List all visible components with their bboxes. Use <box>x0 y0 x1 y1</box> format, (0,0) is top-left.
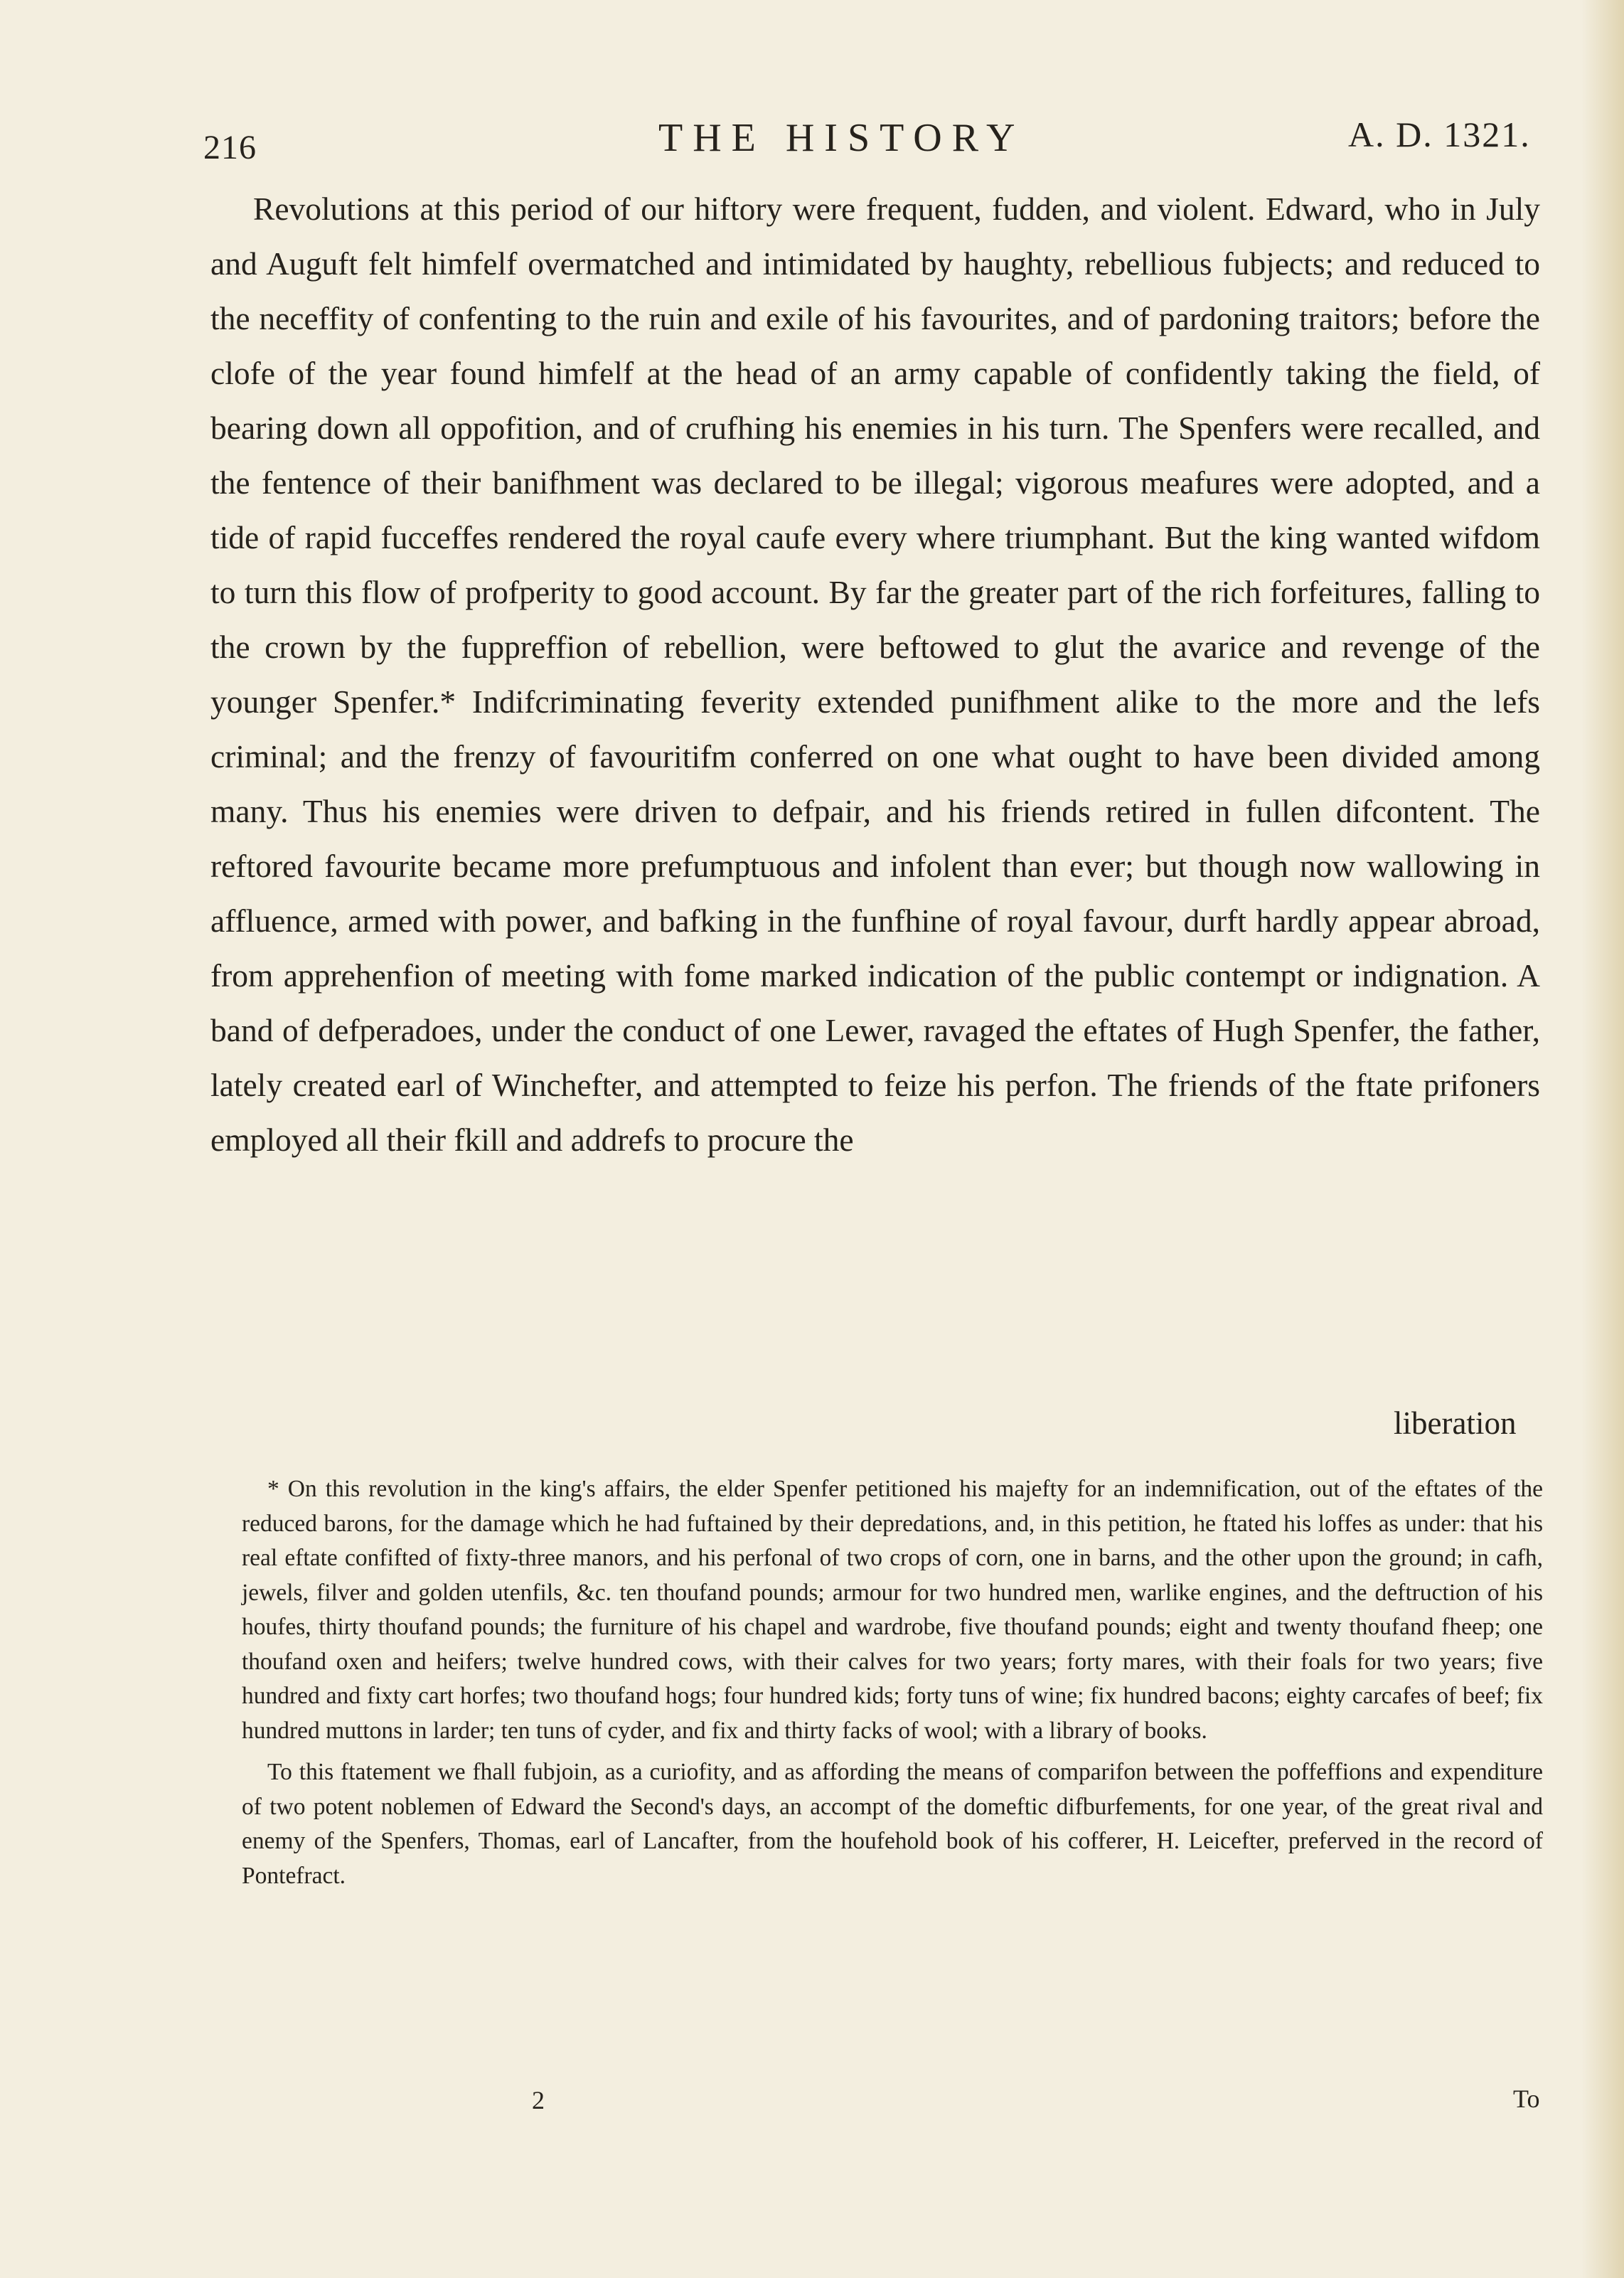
main-text <box>210 181 1540 1167</box>
page-header <box>0 107 1624 171</box>
footnotes <box>242 1472 1543 1893</box>
page-number: 216 <box>203 129 257 166</box>
footnote-1: * On this revolution in the king's affairs, the elder Spenfer petitioned his majefty for an indemnification, out of the eftates of the reduced barons, for the damage which he had fuftained by their depredations, and, in this petition, he ftated his loffes as under: that his real eftate confifted of fixty-three manors, and his perfonal of two crops of corn, one in barns, and the other upon the ground; in cafh, jewels, filver and golden utenfils, &c. ten thoufand pounds; armour for two hundred men, warlike engines, and the deftruction of his houfes, thirty thoufand pounds; the furniture of his chapel and wardrobe, five thoufand pounds; eight and twenty thoufand fheep; one thoufand oxen and heifers; twelve hundred cows, with their calves for two years; forty mares, with their foals for two years; five hundred and fixty cart horfes; two thoufand hogs; four hundred kids; forty tuns of wine; fix hundred bacons; eighty carcafes of beef; fix hundred muttons in larder; ten tuns of cyder, and fix and thirty facks of wool; with a library of books. <box>242 1476 1543 1744</box>
running-title: THE HISTORY <box>658 116 1025 160</box>
body-paragraph: Revolutions at this period of our hiftory were frequent, fudden, and violent. Edward, who in July and Auguft felt himfelf overmatched and intimidated by haughty, rebellious fubjects; and reduced to the neceffity of confenting to the ruin and exile of his favourites, and of pardoning traitors; before the clofe of the year found himfelf at the head of an army capable of confidently taking the field, of bearing down all oppofition, and of crufhing his enemies in his turn. The Spenfers were recalled, and the fentence of their banifhment was declared to be illegal; vigorous meafures were adopted, and a tide of rapid fucceffes rendered the royal caufe every where triumphant. But the king wanted wifdom to turn this flow of profperity to good account. By far the greater part of the rich forfeitures, falling to the crown by the fuppreffion of rebellion, were beftowed to glut the avarice and revenge of the younger Spenfer.* Indifcriminating feverity extended punifhment alike to the more and the lefs criminal; and the frenzy of favouritifm conferred on one what ought to have been divided among many. Thus his enemies were driven to defpair, and his friends retired in fullen difcontent. The reftored favourite became more prefumptuous and infolent than ever; but though now wallowing in affluence, armed with power, and bafking in the funfhine of royal favour, durft hardly appear abroad, from apprehenfion of meeting with fome marked indication of the public contempt or indignation. A band of defperadoes, under the conduct of one Lewer, ravaged the eftates of Hugh Spenfer, the father, lately created earl of Winchefter, and attempted to feize his perfon. The friends of the ftate prifoners employed all their fkill and addrefs to procure the <box>210 191 1540 1158</box>
signature-mark: 2 <box>532 2086 545 2114</box>
footnote-catchword: To <box>1513 2085 1540 2113</box>
year-marker: A. D. 1321. <box>1348 115 1531 154</box>
page-edge-shadow <box>1581 0 1624 2278</box>
footnote-2: To this ftatement we fhall fubjoin, as a curiofity, and as affording the means of comparifon between the poffeffions and expenditure of two potent noblemen of Edward the Second's days, an accompt of the domeftic difburfements, for one year, of the great rival and enemy of the Spenfers, Thomas, earl of Lancafter, from the houfehold book of his cofferer, H. Leicefter, preferved in the record of Pontefract. <box>242 1759 1543 1889</box>
body-catchword: liberation <box>1394 1405 1517 1441</box>
